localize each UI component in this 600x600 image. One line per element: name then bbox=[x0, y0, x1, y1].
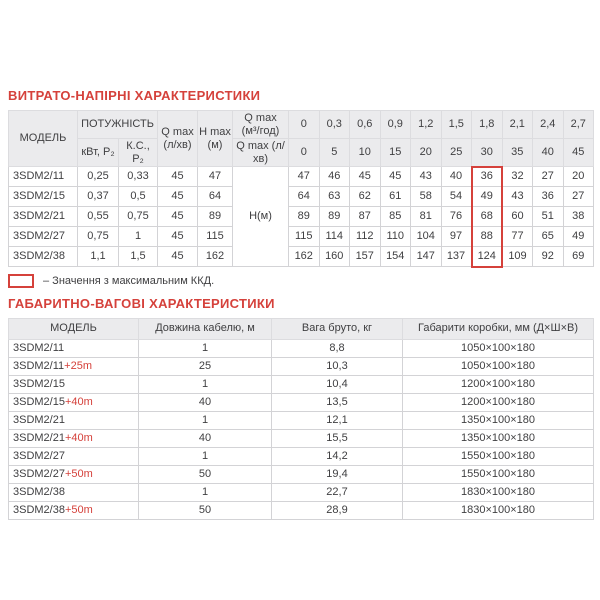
header-flow-lmin-value: 45 bbox=[563, 139, 594, 167]
model-cell: 3SDM2/27 bbox=[9, 227, 78, 247]
dims-table-row bbox=[9, 501, 594, 519]
header-flow-lmin-value: 20 bbox=[411, 139, 442, 167]
model-cable-suffix: +40m bbox=[64, 395, 93, 408]
model-cable-suffix: +25m bbox=[64, 359, 92, 372]
max-efficiency-legend-box bbox=[8, 274, 34, 288]
header-box-dimensions: Габарити коробки, мм (Д×Ш×В) bbox=[403, 318, 594, 339]
gross-weight-cell: 8,8 bbox=[272, 339, 403, 357]
head-value-cell: 157 bbox=[350, 247, 381, 267]
model-cell bbox=[9, 465, 139, 483]
head-value-cell: 92 bbox=[533, 247, 564, 267]
model-cell bbox=[9, 375, 139, 393]
header-gross-weight: Вага бруто, кг bbox=[272, 318, 403, 339]
head-value-cell: 87 bbox=[350, 207, 381, 227]
footnote-text: – Значення з максимальним ККД. bbox=[43, 275, 215, 287]
model-cable-suffix: +50m bbox=[64, 467, 93, 480]
footnote bbox=[8, 273, 593, 290]
power-kw-cell: 0,25 bbox=[78, 167, 119, 187]
flow-table-row bbox=[9, 167, 594, 187]
head-value-cell: 43 bbox=[411, 167, 442, 187]
header-qmax: Q max (л/хв) bbox=[158, 111, 198, 167]
gross-weight-cell: 13,5 bbox=[272, 393, 403, 411]
model-cell bbox=[9, 393, 139, 411]
hmax-cell: 64 bbox=[198, 187, 233, 207]
head-value-cell: 97 bbox=[441, 227, 472, 247]
head-value-cell: 45 bbox=[380, 167, 411, 187]
header-flow-m3h-value: 0 bbox=[289, 111, 320, 139]
head-value-cell: 46 bbox=[319, 167, 350, 187]
head-value-cell: 27 bbox=[563, 187, 594, 207]
head-value-cell: 69 bbox=[563, 247, 594, 267]
head-value-cell: 40 bbox=[441, 167, 472, 187]
box-dimensions-cell: 1550×100×180 bbox=[403, 447, 594, 465]
cable-length-cell: 1 bbox=[139, 375, 272, 393]
head-value-cell: 137 bbox=[441, 247, 472, 267]
head-value-cell: 43 bbox=[502, 187, 533, 207]
header-flow-lmin-value: 10 bbox=[350, 139, 381, 167]
box-dimensions-cell: 1830×100×180 bbox=[403, 483, 594, 501]
qmax-cell: 45 bbox=[158, 247, 198, 267]
box-dimensions-cell: 1550×100×180 bbox=[403, 465, 594, 483]
header-flow-m3h-value: 0,9 bbox=[380, 111, 411, 139]
flow-table-row bbox=[9, 227, 594, 247]
head-value-cell: 36 bbox=[472, 167, 503, 187]
model-base-text: 3SDM2/21 bbox=[13, 431, 65, 444]
header-flow-m3h-value: 1,8 bbox=[472, 111, 503, 139]
header-flow-lmin-value: 25 bbox=[441, 139, 472, 167]
model-cell bbox=[9, 501, 139, 519]
qmax-cell: 45 bbox=[158, 207, 198, 227]
model-cell: 3SDM2/21 bbox=[9, 207, 78, 227]
header-flow-lmin-value: 35 bbox=[502, 139, 533, 167]
head-value-cell: 64 bbox=[289, 187, 320, 207]
cable-length-cell: 25 bbox=[139, 357, 272, 375]
dims-table-row bbox=[9, 393, 594, 411]
header-flow-m3h-value: 0,3 bbox=[319, 111, 350, 139]
gross-weight-cell: 28,9 bbox=[272, 501, 403, 519]
power-hp-cell: 1,5 bbox=[119, 247, 158, 267]
model-base-text: 3SDM2/11 bbox=[13, 341, 65, 354]
head-value-cell: 68 bbox=[472, 207, 503, 227]
header-flow-lmin-value: 0 bbox=[289, 139, 320, 167]
head-value-cell: 45 bbox=[350, 167, 381, 187]
dims-table-row bbox=[9, 465, 594, 483]
hmax-cell: 115 bbox=[198, 227, 233, 247]
cable-length-cell: 1 bbox=[139, 411, 272, 429]
head-value-cell: 49 bbox=[563, 227, 594, 247]
head-value-cell: 20 bbox=[563, 167, 594, 187]
head-value-cell: 110 bbox=[380, 227, 411, 247]
box-dimensions-cell: 1050×100×180 bbox=[403, 339, 594, 357]
head-value-cell: 58 bbox=[411, 187, 442, 207]
head-value-cell: 162 bbox=[289, 247, 320, 267]
model-cable-suffix: +40m bbox=[64, 431, 93, 444]
box-dimensions-cell: 1050×100×180 bbox=[403, 357, 594, 375]
head-value-cell: 114 bbox=[319, 227, 350, 247]
model-base-text: 3SDM2/38 bbox=[13, 503, 65, 516]
model-base-text: 3SDM2/27 bbox=[13, 449, 65, 462]
cable-length-cell: 1 bbox=[139, 339, 272, 357]
head-value-cell: 76 bbox=[441, 207, 472, 227]
head-value-cell: 154 bbox=[380, 247, 411, 267]
head-value-cell: 89 bbox=[289, 207, 320, 227]
head-value-cell: 36 bbox=[533, 187, 564, 207]
head-value-cell: 112 bbox=[350, 227, 381, 247]
flow-table-row bbox=[9, 207, 594, 227]
dims-table-row bbox=[9, 339, 594, 357]
gross-weight-cell: 12,1 bbox=[272, 411, 403, 429]
head-value-cell: 104 bbox=[411, 227, 442, 247]
cable-length-cell: 1 bbox=[139, 447, 272, 465]
head-value-cell: 62 bbox=[350, 187, 381, 207]
header-cable-length: Довжина кабелю, м bbox=[139, 318, 272, 339]
model-cell: 3SDM2/11 bbox=[9, 167, 78, 187]
head-value-cell: 61 bbox=[380, 187, 411, 207]
box-dimensions-cell: 1350×100×180 bbox=[403, 429, 594, 447]
cable-length-cell: 50 bbox=[139, 501, 272, 519]
qmax-cell: 45 bbox=[158, 187, 198, 207]
power-hp-cell: 0,5 bbox=[119, 187, 158, 207]
header-power: ПОТУЖНІСТЬ bbox=[78, 111, 158, 139]
model-cable-suffix: +50m bbox=[64, 503, 93, 516]
model-base-text: 3SDM2/15 bbox=[13, 377, 65, 390]
header-flow-m3h-value: 2,7 bbox=[563, 111, 594, 139]
head-value-cell: 65 bbox=[533, 227, 564, 247]
gross-weight-cell: 10,4 bbox=[272, 375, 403, 393]
model-base-text: 3SDM2/38 bbox=[13, 485, 65, 498]
gross-weight-cell: 10,3 bbox=[272, 357, 403, 375]
dimensions-weight-table bbox=[8, 318, 594, 520]
head-value-cell: 115 bbox=[289, 227, 320, 247]
box-dimensions-cell: 1200×100×180 bbox=[403, 393, 594, 411]
header-model: МОДЕЛЬ bbox=[9, 111, 78, 167]
header-flow-m3h-value: 1,5 bbox=[441, 111, 472, 139]
header-flow-m3h-value: 2,1 bbox=[502, 111, 533, 139]
box-dimensions-cell: 1830×100×180 bbox=[403, 501, 594, 519]
header-qmax-m3h: Q max (м³/год) bbox=[233, 111, 289, 139]
model-cell bbox=[9, 339, 139, 357]
head-value-cell: 51 bbox=[533, 207, 564, 227]
head-value-cell: 89 bbox=[319, 207, 350, 227]
head-value-cell: 60 bbox=[502, 207, 533, 227]
header-flow-m3h-value: 0,6 bbox=[350, 111, 381, 139]
dims-table-row bbox=[9, 429, 594, 447]
head-value-cell: 88 bbox=[472, 227, 503, 247]
cable-length-cell: 50 bbox=[139, 465, 272, 483]
flow-header-row-1 bbox=[9, 111, 594, 139]
header-flow-lmin-value: 5 bbox=[319, 139, 350, 167]
cable-length-cell: 40 bbox=[139, 393, 272, 411]
model-cell bbox=[9, 411, 139, 429]
model-cell: 3SDM2/15 bbox=[9, 187, 78, 207]
hmax-cell: 162 bbox=[198, 247, 233, 267]
dims-table-row bbox=[9, 375, 594, 393]
model-base-text: 3SDM2/15 bbox=[13, 395, 65, 408]
power-hp-cell: 0,75 bbox=[119, 207, 158, 227]
head-value-cell: 63 bbox=[319, 187, 350, 207]
header-flow-m3h-value: 1,2 bbox=[411, 111, 442, 139]
head-value-cell: 27 bbox=[533, 167, 564, 187]
box-dimensions-cell: 1200×100×180 bbox=[403, 375, 594, 393]
gross-weight-cell: 14,2 bbox=[272, 447, 403, 465]
model-base-text: 3SDM2/21 bbox=[13, 413, 65, 426]
gross-weight-cell: 22,7 bbox=[272, 483, 403, 501]
model-cell bbox=[9, 447, 139, 465]
model-cell bbox=[9, 483, 139, 501]
head-value-cell: 85 bbox=[380, 207, 411, 227]
head-value-cell: 54 bbox=[441, 187, 472, 207]
header-model: МОДЕЛЬ bbox=[9, 318, 139, 339]
head-value-cell: 160 bbox=[319, 247, 350, 267]
head-value-cell: 109 bbox=[502, 247, 533, 267]
qmax-cell: 45 bbox=[158, 227, 198, 247]
head-value-cell: 49 bbox=[472, 187, 503, 207]
header-power-hp: К.С., Р₂ bbox=[119, 139, 158, 167]
dims-header-row bbox=[9, 318, 594, 339]
head-unit-cell: Н(м) bbox=[233, 167, 289, 267]
head-value-cell: 124 bbox=[472, 247, 503, 267]
gross-weight-cell: 19,4 bbox=[272, 465, 403, 483]
dims-table-row bbox=[9, 483, 594, 501]
power-kw-cell: 0,37 bbox=[78, 187, 119, 207]
power-kw-cell: 1,1 bbox=[78, 247, 119, 267]
flow-header-row-2 bbox=[9, 139, 594, 167]
flow-section-title: ВИТРАТО-НАПІРНІ ХАРАКТЕРИСТИКИ bbox=[8, 88, 261, 103]
header-flow-lmin-value: 40 bbox=[533, 139, 564, 167]
header-flow-lmin-value: 30 bbox=[472, 139, 503, 167]
header-power-kw: кВт, Р₂ bbox=[78, 139, 119, 167]
cable-length-cell: 40 bbox=[139, 429, 272, 447]
header-qmax-lmin: Q max (л/хв) bbox=[233, 139, 289, 167]
model-cell: 3SDM2/38 bbox=[9, 247, 78, 267]
head-value-cell: 32 bbox=[502, 167, 533, 187]
header-flow-lmin-value: 15 bbox=[380, 139, 411, 167]
head-value-cell: 147 bbox=[411, 247, 442, 267]
dims-table-row bbox=[9, 357, 594, 375]
model-cell bbox=[9, 357, 139, 375]
power-hp-cell: 1 bbox=[119, 227, 158, 247]
head-value-cell: 77 bbox=[502, 227, 533, 247]
cable-length-cell: 1 bbox=[139, 483, 272, 501]
power-kw-cell: 0,75 bbox=[78, 227, 119, 247]
flow-table-row bbox=[9, 187, 594, 207]
head-value-cell: 47 bbox=[289, 167, 320, 187]
head-value-cell: 81 bbox=[411, 207, 442, 227]
hmax-cell: 89 bbox=[198, 207, 233, 227]
flow-table-row bbox=[9, 247, 594, 267]
power-kw-cell: 0,55 bbox=[78, 207, 119, 227]
flow-characteristics-table bbox=[8, 110, 594, 268]
head-value-cell: 38 bbox=[563, 207, 594, 227]
dims-section-title: ГАБАРИТНО-ВАГОВІ ХАРАКТЕРИСТИКИ bbox=[8, 295, 275, 311]
header-flow-m3h-value: 2,4 bbox=[533, 111, 564, 139]
header-hmax: H max (м) bbox=[198, 111, 233, 167]
model-cell bbox=[9, 429, 139, 447]
power-hp-cell: 0,33 bbox=[119, 167, 158, 187]
box-dimensions-cell: 1350×100×180 bbox=[403, 411, 594, 429]
hmax-cell: 47 bbox=[198, 167, 233, 187]
model-base-text: 3SDM2/27 bbox=[13, 467, 65, 480]
dims-table-row bbox=[9, 447, 594, 465]
qmax-cell: 45 bbox=[158, 167, 198, 187]
gross-weight-cell: 15,5 bbox=[272, 429, 403, 447]
dims-table-row bbox=[9, 411, 594, 429]
model-base-text: 3SDM2/11 bbox=[13, 359, 65, 372]
